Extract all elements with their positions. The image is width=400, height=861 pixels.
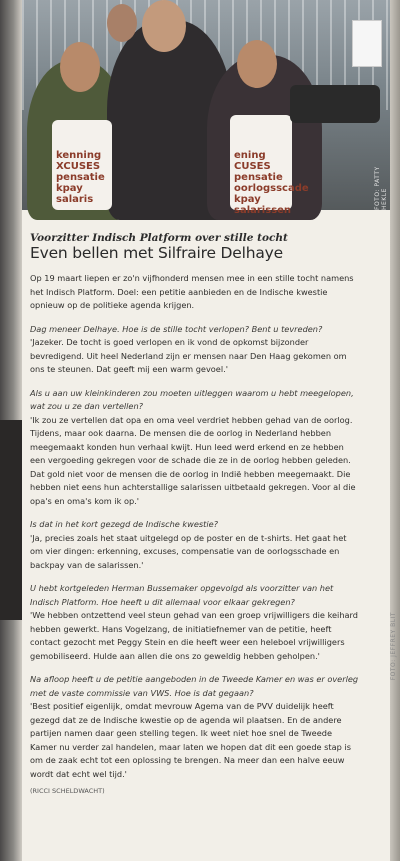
face-right [237,40,277,88]
photo-credit: FOTO: PATTY HEKLE [374,166,388,210]
answer: 'Best positief eigenlijk, omdat mevrouw Agema van de PVV duidelijk heeft gezegd dat ze de Indische kwestie op de agenda wil plaatsen. En de andere partijen namen daar geen stelling tegen. Ik weet niet hoe snel de Tweede Kamer nu verder zal handelen, maar laten we hopen dat dit een goede stap is om de zaak echt tot een oplossing te brengen. Na meer dan een halve eeuw wordt dat echt wel tijd.' [30,701,352,779]
article-title: Even bellen met Silfraire Delhaye [30,244,283,262]
background-sign [352,20,382,67]
face-left [60,42,100,92]
page-edge-right [390,0,400,861]
qa-block [30,582,360,663]
side-photo-credit: FOTO: JEFFREY BLIT [390,612,397,681]
answer: 'Ja, precies zoals het staat uitgelegd op de poster en de t-shirts. Het gaat het om vier dingen: erkenning, excuses, compensatie van de oorlogsschade en backpay van de salarissen.' [30,532,347,570]
tshirt-text-right: ening CUSES pensatie oorlogsscade kpay salarissen [234,150,309,216]
question: Als u aan uw kleinkinderen zou moeten uitleggen waarom u hebt meegelopen, wat zou u ze dan vertellen? [30,387,354,411]
article-body [30,216,360,809]
article-kicker: Voorzitter Indisch Platform over stille tocht [30,232,288,244]
face-background [107,4,137,42]
answer: 'Jazeker. De tocht is goed verlopen en ik vond de opkomst bijzonder bevredigend. Uit heel Nederland zijn er mensen naar Den Haag gekomen om ons te steunen. Dat geeft mij een warm gevoel.' [30,337,347,374]
qa-block [30,387,360,509]
page-edge-left [0,0,22,861]
qa-block [30,673,360,781]
question: Na afloop heeft u de petitie aangeboden in de Tweede Kamer en was er overleg met de vaste commissie van VWS. Hoe is dat gegaan? [30,674,359,698]
article-photo [22,0,390,216]
author-signature: (RICCI SCHELDWACHT) [30,787,105,795]
face-center [142,0,186,52]
adjacent-page-photo [0,420,22,620]
question: Is dat in het kort gezegd de Indische kwestie? [30,519,219,529]
question: Dag meneer Delhaye. Hoe is de stille tocht verlopen? Bent u tevreden? [30,323,323,334]
qa-block [30,323,360,377]
article-intro: Op 19 maart liepen er zo'n vijfhonderd mensen mee in een stille tocht namens het Indisch Platform. Doel: een petitie aanbieden en de Indische kwestie opnieuw op de politieke agenda krijgen. [30,273,354,310]
tshirt-text-left: kenning XCUSES pensatie kpay salaris [56,150,105,205]
answer: 'Ik zou ze vertellen dat opa en oma veel verdriet hebben gehad van de oorlog. Tijdens, maar ook daarna. De mensen die de oorlog in Nederland hebben meegemaakt konden hun verhaal kwijt. Hun leed werd erkend en ze hebben een vergoeding gekregen voor de schade die ze in de oorlog hebben geleden. Dat gold niet voor de mensen die de oorlog in Indië hebben meegemaakt. Die hebben niet eens hun achterstallige salarissen uitbetaald gekregen. Voor al die opa's en oma's kom ik op.' [30,414,356,506]
question: U hebt kortgeleden Herman Bussemaker opgevolgd als voorzitter van het Indisch Platform. Hoe heeft u dit allemaal voor elkaar gekregen? [30,583,334,607]
camera [290,85,380,123]
answer: 'We hebben ontzettend veel steun gehad van een groep vrijwilligers die keihard hebben gewerkt. Hans Vogelzang, de initiatiefnemer van de petitie, heeft contact gezocht met Peggy Stein en die heeft weer een heleboel vrijwilligers gemobiliseerd. Hulde aan allen die ons zo geweldig hebben geholpen.' [30,610,358,661]
qa-block [30,518,360,572]
